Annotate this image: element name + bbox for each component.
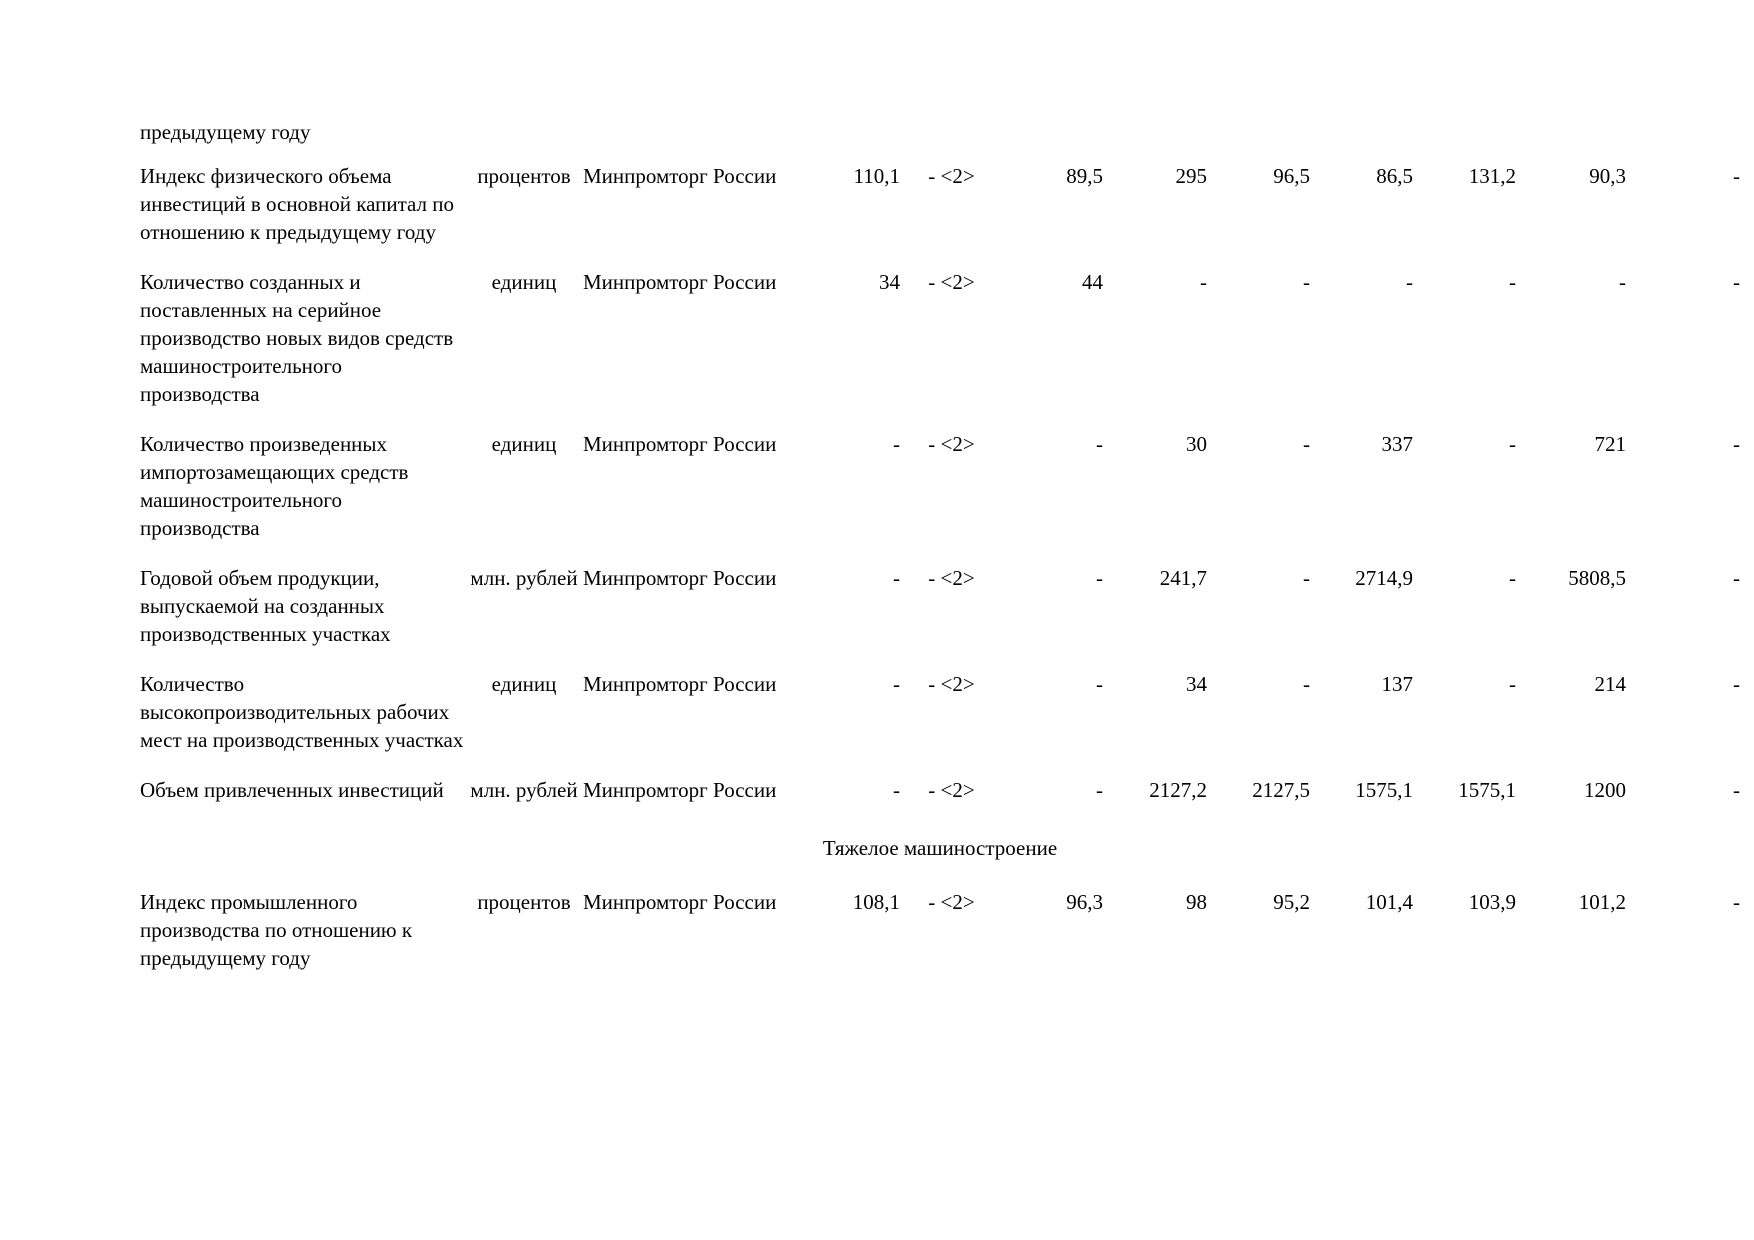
value-cell: - bbox=[1096, 778, 1103, 802]
indicator-unit: процентов bbox=[477, 890, 571, 914]
value-cell: 241,7 bbox=[1159, 566, 1207, 590]
value-cell: - bbox=[1733, 566, 1740, 590]
value-cell: 96,5 bbox=[1273, 164, 1310, 188]
value-cell: - bbox=[1509, 566, 1516, 590]
value-cell: 131,2 bbox=[1468, 164, 1516, 188]
value-cell: - bbox=[893, 778, 900, 802]
value-cell: 1575,1 bbox=[1355, 778, 1413, 802]
responsible-body: Минпромторг России bbox=[583, 432, 777, 456]
value-cell: 101,2 bbox=[1578, 890, 1626, 914]
indicator-unit: процентов bbox=[477, 164, 571, 188]
responsible-body: Минпромторг России bbox=[583, 890, 777, 914]
value-cell: 1575,1 bbox=[1458, 778, 1516, 802]
value-cell: 295 bbox=[1175, 164, 1207, 188]
value-cell: - bbox=[1096, 672, 1103, 696]
indicator-name: Индекс физического объема инвестиций в основной капитал по отношению к предыдущему году bbox=[140, 164, 455, 244]
value-cell: 337 bbox=[1381, 432, 1413, 456]
table-row bbox=[140, 430, 1740, 564]
value-cell: - <2> bbox=[928, 778, 975, 802]
responsible-body: Минпромторг России bbox=[583, 566, 777, 590]
value-cell: - bbox=[1733, 778, 1740, 802]
value-cell: - bbox=[1733, 672, 1740, 696]
value-cell: - bbox=[1733, 164, 1740, 188]
value-cell: - <2> bbox=[928, 566, 975, 590]
responsible-body: Минпромторг России bbox=[583, 270, 777, 294]
table-row bbox=[140, 888, 1740, 994]
value-cell: 89,5 bbox=[1066, 164, 1103, 188]
table-row bbox=[140, 268, 1740, 430]
value-cell: 721 bbox=[1594, 432, 1626, 456]
value-cell: 30 bbox=[1186, 432, 1207, 456]
indicator-name: Индекс промышленного производства по отношению к предыдущему году bbox=[140, 890, 413, 970]
value-cell: - bbox=[1303, 672, 1310, 696]
indicator-name: Количество произведенных импортозамещающих средств машиностроительного производства bbox=[140, 432, 409, 540]
value-cell: - bbox=[1619, 270, 1626, 294]
value-cell: - <2> bbox=[928, 890, 975, 914]
value-cell: 108,1 bbox=[852, 890, 900, 914]
value-cell: - bbox=[1303, 432, 1310, 456]
value-cell: 98 bbox=[1186, 890, 1207, 914]
value-cell: 103,9 bbox=[1468, 890, 1516, 914]
indicator-unit: единиц bbox=[491, 270, 557, 294]
value-cell: - bbox=[1509, 432, 1516, 456]
value-cell: - bbox=[1733, 890, 1740, 914]
value-cell: 34 bbox=[879, 270, 900, 294]
table-row bbox=[140, 776, 1740, 826]
section-heading: Тяжелое машиностроение bbox=[822, 836, 1058, 860]
value-cell: 96,3 bbox=[1066, 890, 1103, 914]
value-cell: - bbox=[893, 566, 900, 590]
value-cell: 44 bbox=[1082, 270, 1103, 294]
responsible-body: Минпромторг России bbox=[583, 164, 777, 188]
value-cell: - bbox=[1303, 270, 1310, 294]
value-cell: 5808,5 bbox=[1568, 566, 1626, 590]
indicator-name: Количество созданных и поставленных на серийное производство новых видов средств машиностроительного производства bbox=[140, 270, 454, 406]
value-cell: - <2> bbox=[928, 672, 975, 696]
value-cell: 2127,2 bbox=[1149, 778, 1207, 802]
indicator-name: Количество высокопроизводительных рабочих мест на производственных участках bbox=[140, 672, 464, 752]
indicator-name: Объем привлеченных инвестиций bbox=[140, 778, 444, 802]
value-cell: 90,3 bbox=[1589, 164, 1626, 188]
table-row bbox=[140, 670, 1740, 776]
value-cell: - <2> bbox=[928, 432, 975, 456]
value-cell: 86,5 bbox=[1376, 164, 1413, 188]
value-cell: - bbox=[893, 672, 900, 696]
value-cell: - bbox=[1733, 270, 1740, 294]
value-cell: 214 bbox=[1594, 672, 1626, 696]
indicator-unit: млн. рублей bbox=[470, 566, 578, 590]
value-cell: - bbox=[1200, 270, 1207, 294]
value-cell: - bbox=[1303, 566, 1310, 590]
indicator-name: Годовой объем продукции, выпускаемой на созданных производственных участках bbox=[140, 566, 391, 646]
value-cell: 34 bbox=[1186, 672, 1207, 696]
continuation-text: предыдущему году bbox=[140, 120, 311, 144]
indicators-table bbox=[140, 162, 1740, 994]
responsible-body: Минпромторг России bbox=[583, 672, 777, 696]
table-row bbox=[140, 162, 1740, 268]
value-cell: 1200 bbox=[1584, 778, 1626, 802]
value-cell: 95,2 bbox=[1273, 890, 1310, 914]
value-cell: - <2> bbox=[928, 270, 975, 294]
value-cell: - bbox=[1096, 566, 1103, 590]
section-heading-row bbox=[140, 826, 1740, 888]
indicator-unit: единиц bbox=[491, 672, 557, 696]
value-cell: - <2> bbox=[928, 164, 975, 188]
value-cell: 2714,9 bbox=[1355, 566, 1413, 590]
indicator-unit: млн. рублей bbox=[470, 778, 578, 802]
value-cell: 2127,5 bbox=[1252, 778, 1310, 802]
value-cell: - bbox=[1406, 270, 1413, 294]
value-cell: - bbox=[1096, 432, 1103, 456]
table-row bbox=[140, 564, 1740, 670]
value-cell: - bbox=[1509, 270, 1516, 294]
responsible-body: Минпромторг России bbox=[583, 778, 777, 802]
value-cell: - bbox=[1509, 672, 1516, 696]
indicator-unit: единиц bbox=[491, 432, 557, 456]
value-cell: 101,4 bbox=[1365, 890, 1413, 914]
value-cell: - bbox=[893, 432, 900, 456]
value-cell: 137 bbox=[1381, 672, 1413, 696]
value-cell: 110,1 bbox=[853, 164, 900, 188]
value-cell: - bbox=[1733, 432, 1740, 456]
